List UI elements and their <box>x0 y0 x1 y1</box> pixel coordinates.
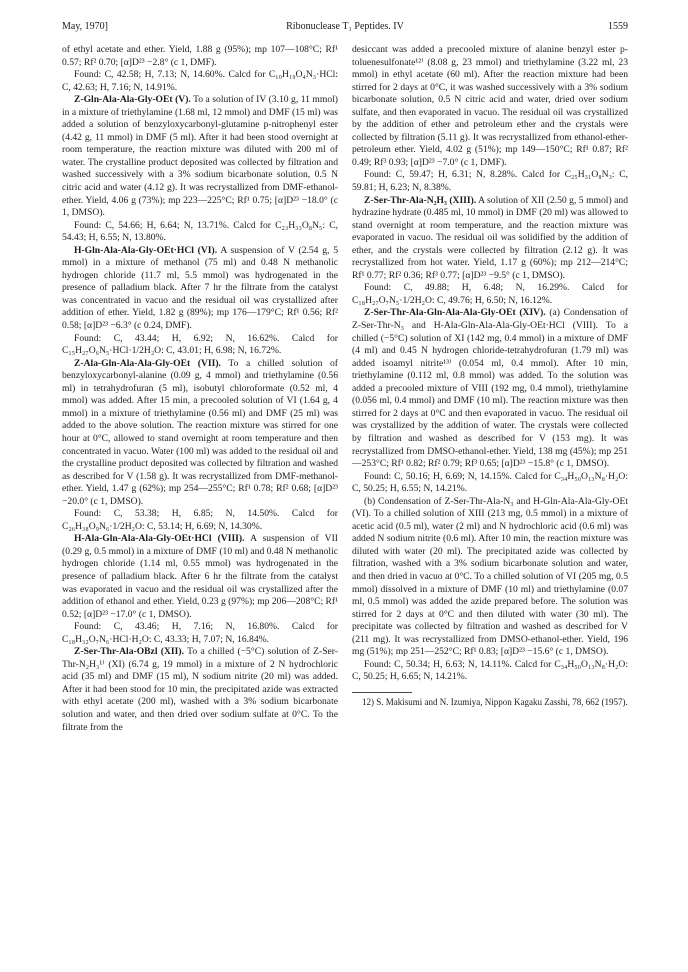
compound-heading: Z-Ser-Thr-Ala-OBzl (XII). <box>74 646 184 658</box>
paragraph: Z-Ser-Thr-Ala-N₂H₃ (XIII). A solution of XII (2.50 g, 5 mmol) and hydrazine hydrate (0.485 ml, 10 mmol) in DMF (20 ml) was allowed to stand overnight at room temperature, and the reaction mixture was evaporated in vacuo. The residual oil was solidified by the addition of ether, and the crystals were collected by filtration (2.12 g). It was recrystallized from hot water. Yield, 1.17 g (60%); mp 212—214°C; Rf¹ 0.77; Rf² 0.36; Rf³ 0.77; [α]D²³ −9.5° (c 1, DMSO). <box>352 194 628 281</box>
compound-heading: Z-Ser-Thr-Ala-N₂H₃ (XIII). <box>364 194 477 206</box>
page-number: 1559 <box>608 21 628 32</box>
paragraph: (b) Condensation of Z-Ser-Thr-Ala-N₃ and H-Gln-Ala-Ala-Gly-OEt (VI). To a chilled solution of XIII (213 mg, 0.5 mmol) in a mixture of acetic acid (0.5 ml), water (2 ml) and N hydrochloric acid (0.6 ml) was added N sodium nitrite (0.6 ml). After 10 min, the reaction mixture was diluted with water (20 ml). The precipitated azide was collected by filtration, washed with a 3% sodium bicarbonate solution and water, and then dried in vacuo at 0°C. To a chilled solution of VI (205 mg, 0.5 mmol) dissolved in a mixture of DMF (10 ml) and triethylamine (0.07 ml, 0.5 mmol) was added the azide prepared before. The solution was stirred for 2 days at 0°C and then diluted with water (30 ml). The precipitate was collected by filtration and washed as described for V (211 mg). It was recrystallized from DMSO-ethanol-ether. Yield, 196 mg (51%); mp 251—252°C; Rf¹ 0.83; [α]D²³ −15.6° (c 1, DMSO). <box>352 495 628 658</box>
footnote-rule <box>352 692 412 693</box>
compound-heading: Z-Ala-Gln-Ala-Ala-Gly-OEt (VII). <box>74 357 221 369</box>
footnote: 12) S. Makisumi and N. Izumiya, Nippon Kagaku Zasshi, 78, 662 (1957). <box>362 696 628 707</box>
running-header <box>62 20 628 34</box>
paragraph: Found: C, 43.46; H, 7.16; N, 16.80%. Calcd for C₁₈H₃₂O₇N₆·HCl·H₂O: C, 43.33; H, 7.07; N, 16.84%. <box>62 621 338 645</box>
paragraph: desiccant was added a precooled mixture of alanine benzyl ester p-toluenesulfonate¹²⁾ (8.08 g, 23 mmol) and triethylamine (3.22 ml, 23 mmol) in ethyl acetate (60 ml). After the reaction mixture had been stirred for 2 days at 0°C, it was washed successively with a 3% sodium bicarbonate solution, 0.5 N citric acid and water, dried over sodium sulfate, and then evaporated in vacuo. The residual oil was crystallized by the addition of ether and petroleum ether and the crystals were collected by filtration (5.11 g). It was recrystallized from ethanol-ether-petroleum ether. Yield, 4.02 g (51%); mp 149—150°C; Rf¹ 0.87; Rf² 0.49; Rf³ 0.93; [α]D²³ −7.0° (c 1, DMF). <box>352 44 628 168</box>
paragraph: Found: C, 42.58; H, 7.13; N, 14.60%. Calcd for C₁₀H₁₉O₄N₃·HCl: C, 42.63; H, 7.16; N, 14.91%. <box>62 69 338 93</box>
header-date: May, 1970] <box>62 21 109 32</box>
left-column <box>62 44 338 734</box>
paragraph: Found: C, 59.47; H, 6.31; N, 8.28%. Calcd for C₂₅H₃₁O₈N₃: C, 59.81; H, 6.23; N, 8.38%. <box>352 169 628 194</box>
paragraph: of ethyl acetate and ether. Yield, 1.88 g (95%); mp 107—108°C; Rf¹ 0.57; Rf² 0.70; [α]D²³ −2.8° (c 1, DMF). <box>62 44 338 68</box>
compound-heading: Z-Ser-Thr-Ala-Gln-Ala-Ala-Gly-OEt (XIV). <box>364 307 546 319</box>
right-column <box>352 44 628 708</box>
paragraph: Found: C, 50.16; H, 6.69; N, 14.15%. Calcd for C₃₄H₅₀O₁₃N₈·H₂O: C, 50.25; H, 6.55; N, 14.21%. <box>352 470 628 495</box>
paragraph: Found: C, 49.88; H, 6.48; N, 16.29%. Calcd for C₁₈H₂₇O₇N₅·1/2H₂O: C, 49.76; H, 6.50; N, 16.12%. <box>352 282 628 306</box>
compound-heading: H-Ala-Gln-Ala-Ala-Gly-OEt·HCl (VIII). <box>74 533 245 545</box>
paragraph: Z-Ala-Gln-Ala-Ala-Gly-OEt (VII). To a chilled solution of benzyloxycarbonyl-alanine (0.09 g, 4 mmol) and triethylamine (0.56 ml) in tetrahydrofuran (5 ml), isobutyl chloroformate (0.52 ml, 4 mmol) was added. After 15 min, a precooled solution of VI (1.64 g, 4 mmol) in a mixture of triethylamine (0.56 ml) and DMF (25 ml) was added to the above solution. The reaction mixture was stirred for one hour at 0°C, allowed to stand overnight at room temperature and then concentrated in vacuo. Water (100 ml) was added to the residual oil and the crystalline product deposited was collected by filtration and washed as described for V (1.58 g). It was recrystallized from DMF-methanol-ether. Yield, 1.47 g (62%); mp 254—255°C; Rf¹ 0.78; Rf² 0.68; [α]D²³ −20.0° (c 1, DMSO). <box>62 357 338 507</box>
paragraph: Z-Ser-Thr-Ala-OBzl (XII). To a chilled (−5°C) solution of Z-Ser-Thr-N₂H₃¹⁾ (XI) (6.74 g, 19 mmol) in a mixture of 2 N hydrochloric acid (35 ml) and DMF (15 ml), N sodium nitrite (20 ml) was added. After it had been stood for 10 min, the precipitated azide was extracted with ethyl acetate (200 ml), washed with a 3% sodium bicarbonate solution and water, and then dried over sodium sulfate at 0°C. To the filtrate from the <box>62 646 338 733</box>
paragraph: Found: C, 43.44; H, 6.92; N, 16.62%. Calcd for C₁₅H₂₇O₆N₅·HCl·1/2H₂O: C, 43.01; H, 6.98; N, 16.72%. <box>62 332 338 357</box>
header-title: Ribonuclease T₁ Peptides. IV <box>286 21 404 32</box>
paragraph: Found: C, 53.38; H, 6.85; N, 14.50%. Calcd for C₂₆H₃₈O₉N₆·1/2H₂O: C, 53.14; H, 6.69; N, 14.30%. <box>62 508 338 532</box>
compound-heading: Z-Gln-Ala-Ala-Gly-OEt (V). <box>74 94 191 106</box>
paragraph: H-Ala-Gln-Ala-Ala-Gly-OEt·HCl (VIII). A suspension of VII (0.29 g, 0.5 mmol) in a mixture of DMF (10 ml) and 0.48 N methanolic hydrogen chloride (1.14 ml, 0.55 mmol) was hydrogenated in the presence of palladium black. After 6 hr the filtrate from the catalyst was evaporated in vacuo and the residual oil was crystallized after the addition of ethanol and ether. Yield, 0.23 g (97%); mp 206—208°C; Rf¹ 0.52; [α]D²³ −17.0° (c 1, DMSO). <box>62 533 339 620</box>
compound-heading: H-Gln-Ala-Ala-Gly-OEt·HCl (VI). <box>74 244 218 256</box>
paragraph: Found: C, 50.34; H, 6.63; N, 14.11%. Calcd for C₃₄H₅₀O₁₃N₈·H₂O: C, 50.25; H, 6.65; N, 14.21%. <box>352 658 628 683</box>
paragraph: H-Gln-Ala-Ala-Gly-OEt·HCl (VI). A suspension of V (2.54 g, 5 mmol) in a mixture of methanol (75 ml) and 0.48 N methanolic hydrogen chloride (11.7 ml, 5.5 mmol) was hydrogenated in the presence of palladium black. After 7 hr the filtrate from the catalyst was concentrated in vacuo and the residual oil was crystallized after addition of ether. Yield, 1.82 g (89%); mp 176—179°C; Rf¹ 0.56; Rf² 0.58; [α]D²³ −6.3° (c 0.24, DMF). <box>62 244 338 332</box>
paragraph: Z-Gln-Ala-Ala-Gly-OEt (V). To a solution of IV (3.10 g, 11 mmol) in a mixture of triethylamine (1.68 ml, 12 mmol) and DMF (15 ml) was added a solution of benzyloxycarbonyl-glutamine p-nitrophenyl ester (4.42 g, 11 mmol) in DMF (5 ml). After it had been stood overnight at room temperature, the reaction mixture was diluted with 200 ml of water. The crystalline product deposited was collected by filtration and washed successively with a 3% sodium bicarbonate solution, 0.5 N citric acid and water (4.12 g). It was recrystallized from DMF-ethanol-ether. Yield, 4.06 g (73%); mp 223—225°C; Rf¹ 0.75; [α]D²³ −18.0° (c 1, DMSO). <box>62 94 339 219</box>
paragraph: Found: C, 54.66; H, 6.64; N, 13.71%. Calcd for C₂₃H₃₃O₈N₅: C, 54.43; H, 6.55; N, 13.80%. <box>62 219 338 244</box>
paragraph: Z-Ser-Thr-Ala-Gln-Ala-Ala-Gly-OEt (XIV). (a) Condensation of Z-Ser-Thr-N₃ and H-Ala-Gln-Ala-Ala-Gly-OEt·HCl (VIII). To a chilled (−5°C) solution of XI (142 mg, 0.4 mmol) in a mixture of DMF (4 ml) and 0.45 N hydrogen chloride-tetrahydrofuran (1.79 ml) was added isoamyl nitrite¹³⁾ (0.054 ml, 0.4 mmol). After 10 min, triethylamine (0.112 ml, 0.8 mmol) was added. To the solution was added a precooled mixture of VIII (192 mg, 0.4 mmol), triethylamine (0.056 ml, 0.4 mmol) and DMF (10 ml). The reaction mixture was then stirred for 2 days at 0°C and then evaporated in vacuo. The residual oil was crystallized by the addition of water. The crystals were collected by filtration and washed as described for V (153 mg). It was recrystallized from DMSO-ethanol-ether. Yield, 138 mg (45%); mp 251—253°C; Rf¹ 0.82; Rf² 0.79; Rf³ 0.65; [α]D²³ −15.8° (c 1, DMSO). <box>352 307 628 470</box>
